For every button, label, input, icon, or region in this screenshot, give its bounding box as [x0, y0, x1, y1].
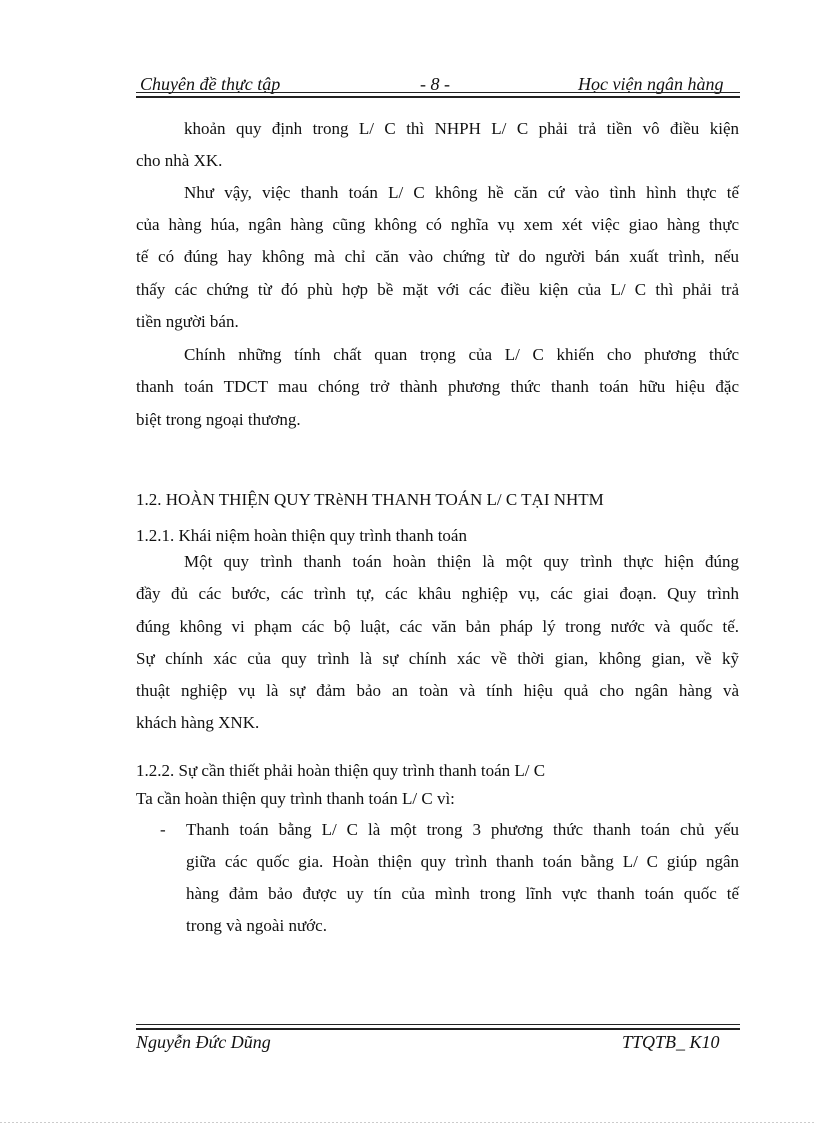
header-left: Chuyên đề thực tập: [140, 74, 281, 94]
paragraph-line: tiền người bán.: [136, 312, 239, 331]
subsection-heading: 1.2.1. Khái niệm hoàn thiện quy trình thanh toán: [136, 526, 467, 545]
bullet-line: hàng đảm bảo được uy tín của mình trong lĩnh vực thanh toán quốc tế: [186, 884, 739, 903]
bullet-marker: -: [160, 820, 166, 839]
paragraph-line: cho nhà XK.: [136, 151, 223, 170]
paragraph-line: Một quy trình thanh toán hoàn thiện là một quy trình thực hiện đúng: [184, 552, 739, 571]
paragraph-line: khoản quy định trong L/ C thì NHPH L/ C phải trả tiền vô điều kiện: [184, 119, 739, 138]
paragraph-line: biệt trong ngoại thương.: [136, 410, 301, 429]
paragraph-line: thấy các chứng từ đó phù hợp bề mặt với các điều kiện của L/ C thì phải trả: [136, 280, 739, 299]
footer-author: Nguyễn Đức Dũng: [136, 1032, 271, 1052]
paragraph-line: đúng không vi phạm các bộ luật, các văn bản pháp lý trong nước và quốc tế.: [136, 617, 739, 636]
footer-course: TTQTB_ K10: [622, 1032, 720, 1052]
bullet-line: trong và ngoài nước.: [186, 916, 327, 935]
paragraph-line: đầy đủ các bước, các trình tự, các khâu nghiệp vụ, các giai đoạn. Quy trình: [136, 584, 739, 603]
paragraph-line: khách hàng XNK.: [136, 713, 260, 732]
subsection-heading: 1.2.2. Sự cần thiết phải hoàn thiện quy trình thanh toán L/ C: [136, 761, 546, 780]
header-rule: [136, 92, 740, 98]
section-heading: 1.2. HOÀN THIỆN QUY TRèNH THANH TOÁN L/ C TẠI NHTM: [136, 490, 604, 509]
bullet-line: giữa các quốc gia. Hoàn thiện quy trình thanh toán bằng L/ C giúp ngân: [186, 852, 739, 871]
intro-line: Ta cần hoàn thiện quy trình thanh toán L/ C vì:: [136, 789, 455, 808]
paragraph-line: Như vậy, việc thanh toán L/ C không hề căn cứ vào tình hình thực tế: [184, 183, 739, 202]
header-right: Học viện ngân hàng: [578, 74, 724, 94]
footer-rule: [136, 1024, 740, 1030]
page-number: - 8 -: [420, 74, 450, 94]
bullet-line: Thanh toán bằng L/ C là một trong 3 phương thức thanh toán chủ yếu: [186, 820, 739, 839]
paragraph-line: thanh toán TDCT mau chóng trở thành phương thức thanh toán hữu hiệu đặc: [136, 377, 739, 396]
paragraph-line: Chính những tính chất quan trọng của L/ C khiến cho phương thức: [184, 345, 739, 364]
paragraph-line: Sự chính xác của quy trình là sự chính xác về thời gian, không gian, về kỹ: [136, 649, 739, 668]
paragraph-line: thuật nghiệp vụ là sự đảm bảo an toàn và tính hiệu quả cho ngân hàng và: [136, 681, 739, 700]
paragraph-line: của hàng húa, ngân hàng cũng không có nghĩa vụ xem xét việc giao hàng thực: [136, 215, 739, 234]
paragraph-line: tế có đúng hay không mà chỉ căn vào chứng từ do người bán xuất trình, nếu: [136, 247, 739, 266]
